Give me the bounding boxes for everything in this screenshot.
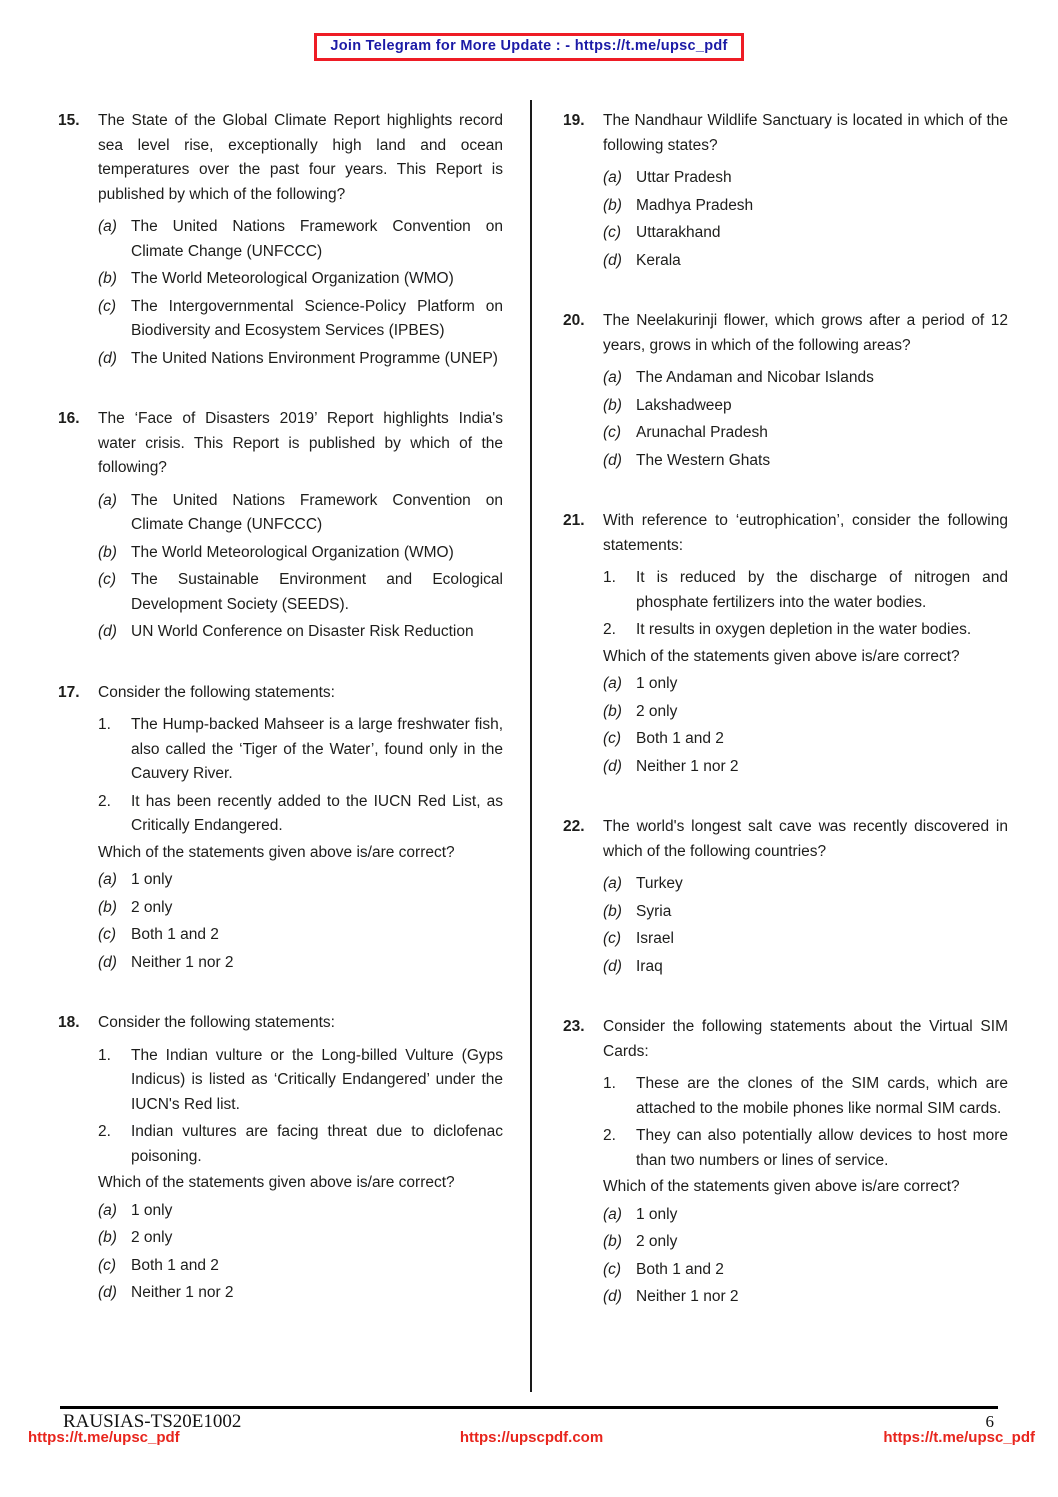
question <box>563 1015 1008 1310</box>
page-number: 6 <box>985 1412 994 1431</box>
statement-text: It results in oxygen depletion in the water bodies. <box>636 621 972 638</box>
option-row <box>603 366 1008 391</box>
option-label: (c) <box>603 224 622 241</box>
option-text: Uttar Pradesh <box>636 169 732 186</box>
option-row <box>603 1285 1008 1310</box>
question <box>58 109 503 371</box>
booklet-code: RAUSIAS-TS20E1002 <box>63 1411 242 1432</box>
statement-label: 2. <box>603 621 616 638</box>
statement-row <box>98 790 503 839</box>
question-text: The ‘Face of Disasters 2019’ Report highlights India's water crisis. This Report is published by which of the following? <box>98 410 503 476</box>
option-label: (b) <box>98 543 117 561</box>
question-block <box>98 681 503 976</box>
option-row <box>603 872 1008 897</box>
option-row <box>98 923 503 948</box>
option-text: The Sustainable Environment and Ecological Development Society (SEEDS). <box>131 571 503 613</box>
question-number: 15. <box>58 112 80 129</box>
statement-row <box>603 1072 1008 1121</box>
option-label: (a) <box>603 875 622 892</box>
question-number: 18. <box>58 1014 80 1031</box>
option-label: (d) <box>98 953 117 971</box>
telegram-banner <box>314 33 743 61</box>
option-row <box>603 727 1008 752</box>
option-row <box>98 620 503 645</box>
option-label: (d) <box>603 251 622 269</box>
column-divider <box>530 100 532 1392</box>
option-text: The Andaman and Nicobar Islands <box>636 369 874 386</box>
option-row <box>98 568 503 617</box>
option-row <box>603 1203 1008 1228</box>
option-row <box>603 755 1008 780</box>
option-list <box>603 872 1008 979</box>
footer-link-right[interactable]: https://t.me/upsc_pdf <box>883 1429 1035 1446</box>
option-text: Both 1 and 2 <box>131 1256 219 1274</box>
option-row <box>98 1226 503 1251</box>
question-text: The Nandhaur Wildlife Sanctuary is located in which of the following states? <box>603 112 1008 154</box>
statement-text: It is reduced by the discharge of nitrogen and phosphate fertilizers into the water bodies. <box>636 569 1008 611</box>
option-label: (d) <box>603 451 622 469</box>
option-text: Uttarakhand <box>636 224 721 241</box>
statement-label: 2. <box>603 1127 616 1144</box>
option-row <box>603 900 1008 925</box>
statement-row <box>603 618 1008 643</box>
option-text: Lakshadweep <box>636 396 732 414</box>
option-text: Syria <box>636 902 672 920</box>
option-row <box>603 421 1008 446</box>
statement-list <box>603 1072 1008 1173</box>
statement-text: These are the clones of the SIM cards, which are attached to the mobile phones like normal SIM cards. <box>636 1075 1008 1117</box>
option-label: (b) <box>603 702 622 720</box>
option-text: Both 1 and 2 <box>131 926 219 943</box>
statement-label: 1. <box>98 1046 111 1064</box>
question <box>563 309 1008 473</box>
option-row <box>98 1254 503 1279</box>
option-text: The World Meteorological Organization (WMO) <box>131 270 454 287</box>
option-row <box>603 1258 1008 1283</box>
statement-text: It has been recently added to the IUCN Red List, as Critically Endangered. <box>131 792 503 834</box>
option-text: Kerala <box>636 251 681 269</box>
question <box>58 681 503 976</box>
option-label: (c) <box>603 930 622 947</box>
option-row <box>603 194 1008 219</box>
question-text: Consider the following statements: <box>98 1014 335 1031</box>
option-text: Neither 1 nor 2 <box>131 1284 234 1301</box>
statement-row <box>98 1044 503 1118</box>
option-row <box>603 1230 1008 1255</box>
footer-link-left[interactable]: https://t.me/upsc_pdf <box>28 1429 180 1446</box>
option-label: (d) <box>603 1288 622 1305</box>
option-label: (a) <box>98 218 117 235</box>
option-text: Both 1 and 2 <box>636 730 724 747</box>
option-row <box>98 541 503 566</box>
question-block <box>98 1011 503 1306</box>
statement-list <box>98 1044 503 1170</box>
option-text: 1 only <box>131 871 173 888</box>
option-list <box>603 166 1008 273</box>
option-text: The United Nations Environment Programme (UNEP) <box>131 349 498 367</box>
option-text: The Intergovernmental Science-Policy Platform on Biodiversity and Ecosystem Services (IPBES) <box>131 297 503 339</box>
option-label: (d) <box>603 757 622 775</box>
option-list <box>98 868 503 975</box>
footer-rule <box>60 1406 998 1409</box>
option-label: (b) <box>603 396 622 414</box>
option-label: (d) <box>98 1284 117 1301</box>
option-label: (b) <box>603 1233 622 1250</box>
question-number: 19. <box>563 112 585 129</box>
question-number: 20. <box>563 312 585 329</box>
option-label: (c) <box>603 1260 622 1278</box>
statement-text: The Hump-backed Mahseer is a large freshwater fish, also called the ‘Tiger of the Water’, found only in the Cauvery River. <box>131 716 503 782</box>
statement-text: Indian vultures are facing threat due to diclofenac poisoning. <box>131 1123 503 1165</box>
option-row <box>603 221 1008 246</box>
option-text: Neither 1 nor 2 <box>131 953 234 971</box>
statement-row <box>603 566 1008 615</box>
footer-link-center[interactable]: https://upscpdf.com <box>459 1429 604 1446</box>
option-label: (a) <box>603 1205 622 1223</box>
telegram-banner-link[interactable]: Join Telegram for More Update : - https://t.me/upsc_pdf <box>330 38 728 54</box>
option-label: (c) <box>98 926 117 943</box>
question-text: The world's longest salt cave was recently discovered in which of the following countries? <box>603 818 1008 860</box>
option-label: (c) <box>603 424 622 441</box>
questions-columns <box>0 109 1058 1346</box>
option-row <box>98 868 503 893</box>
option-text: UN World Conference on Disaster Risk Reduction <box>131 623 474 640</box>
option-label: (a) <box>98 1201 117 1219</box>
option-text: 2 only <box>636 702 678 720</box>
statement-text: They can also potentially allow devices to host more than two numbers or lines of service. <box>636 1127 1008 1169</box>
question-followup: Which of the statements given above is/are correct? <box>603 1178 960 1195</box>
question-text: The Neelakurinji flower, which grows after a period of 12 years, grows in which of the following areas? <box>603 312 1008 354</box>
option-row <box>98 951 503 976</box>
option-row <box>98 1199 503 1224</box>
option-label: (b) <box>98 270 117 287</box>
option-label: (b) <box>603 196 622 214</box>
option-list <box>603 672 1008 779</box>
statement-row <box>98 713 503 787</box>
option-label: (b) <box>98 898 117 916</box>
option-row <box>98 215 503 264</box>
option-list <box>98 1199 503 1306</box>
question-number: 23. <box>563 1018 585 1035</box>
question-block <box>98 109 503 371</box>
option-text: 1 only <box>636 675 678 692</box>
question-number: 16. <box>58 410 80 427</box>
statement-label: 2. <box>98 1123 111 1140</box>
question-number: 21. <box>563 512 585 529</box>
option-text: The United Nations Framework Convention on Climate Change (UNFCCC) <box>131 218 503 260</box>
option-label: (c) <box>98 571 117 588</box>
option-row <box>98 347 503 372</box>
option-row <box>98 489 503 538</box>
question-text: Consider the following statements: <box>98 683 335 701</box>
option-text: 2 only <box>131 898 173 916</box>
footer-links <box>28 1429 1035 1446</box>
question-text: With reference to ‘eutrophication’, consider the following statements: <box>603 512 1008 554</box>
question-followup: Which of the statements given above is/are correct? <box>603 647 960 665</box>
question-text: The State of the Global Climate Report highlights record sea level rise, exceptionally high land and ocean temperatures over the past four years. This Report is published by which of the following? <box>98 112 503 203</box>
option-list <box>98 215 503 371</box>
option-label: (b) <box>603 902 622 920</box>
option-label: (a) <box>98 871 117 888</box>
question-block <box>603 815 1008 979</box>
option-label: (d) <box>98 623 117 640</box>
question <box>563 509 1008 779</box>
option-label: (a) <box>603 169 622 186</box>
option-row <box>603 927 1008 952</box>
column-left <box>58 109 503 1346</box>
option-row <box>603 166 1008 191</box>
question-block <box>98 407 503 645</box>
statement-label: 1. <box>98 716 111 733</box>
question-followup: Which of the statements given above is/are correct? <box>98 843 455 861</box>
option-row <box>98 1281 503 1306</box>
option-text: The United Nations Framework Convention on Climate Change (UNFCCC) <box>131 491 503 533</box>
statement-list <box>98 713 503 839</box>
statement-row <box>603 1124 1008 1173</box>
option-list <box>603 366 1008 473</box>
option-text: Turkey <box>636 875 683 892</box>
option-row <box>603 394 1008 419</box>
option-label: (a) <box>98 491 117 509</box>
option-text: 2 only <box>636 1233 678 1250</box>
question <box>58 1011 503 1306</box>
option-row <box>98 267 503 292</box>
option-row <box>603 700 1008 725</box>
option-label: (d) <box>98 349 117 367</box>
question-block <box>603 509 1008 779</box>
question <box>563 815 1008 979</box>
question-number: 22. <box>563 818 585 835</box>
statement-list <box>603 566 1008 643</box>
question-block <box>603 309 1008 473</box>
question <box>563 109 1008 273</box>
option-text: 2 only <box>131 1229 173 1246</box>
option-row <box>603 249 1008 274</box>
option-text: The Western Ghats <box>636 451 771 469</box>
question-block <box>603 1015 1008 1310</box>
option-label: (c) <box>603 730 622 747</box>
option-label: (a) <box>603 675 622 692</box>
option-text: Neither 1 nor 2 <box>636 1288 739 1305</box>
statement-label: 2. <box>98 792 111 810</box>
statement-row <box>98 1120 503 1169</box>
statement-text: The Indian vulture or the Long-billed Vulture (Gyps Indicus) is listed as ‘Critically Endangered’ under the IUCN's Red list. <box>131 1046 503 1113</box>
option-row <box>603 672 1008 697</box>
option-text: 1 only <box>131 1201 173 1219</box>
option-text: The World Meteorological Organization (WMO) <box>131 543 454 561</box>
option-list <box>98 489 503 645</box>
option-row <box>603 449 1008 474</box>
option-label: (d) <box>603 957 622 975</box>
question-number: 17. <box>58 683 80 701</box>
option-text: Iraq <box>636 957 663 975</box>
option-label: (a) <box>603 369 622 386</box>
question-text: Consider the following statements about the Virtual SIM Cards: <box>603 1018 1008 1060</box>
option-text: Israel <box>636 930 674 947</box>
question-block <box>603 109 1008 273</box>
option-text: Arunachal Pradesh <box>636 424 768 441</box>
option-label: (c) <box>98 1256 117 1274</box>
option-text: 1 only <box>636 1205 678 1223</box>
option-row <box>603 955 1008 980</box>
statement-label: 1. <box>603 1075 616 1092</box>
option-row <box>98 295 503 344</box>
option-text: Madhya Pradesh <box>636 196 754 214</box>
option-text: Neither 1 nor 2 <box>636 757 739 775</box>
option-label: (c) <box>98 297 117 315</box>
option-text: Both 1 and 2 <box>636 1260 724 1278</box>
statement-label: 1. <box>603 569 616 586</box>
option-label: (b) <box>98 1229 117 1246</box>
option-list <box>603 1203 1008 1310</box>
column-right <box>563 109 1008 1346</box>
question-followup: Which of the statements given above is/are correct? <box>98 1174 455 1191</box>
question <box>58 407 503 645</box>
option-row <box>98 896 503 921</box>
